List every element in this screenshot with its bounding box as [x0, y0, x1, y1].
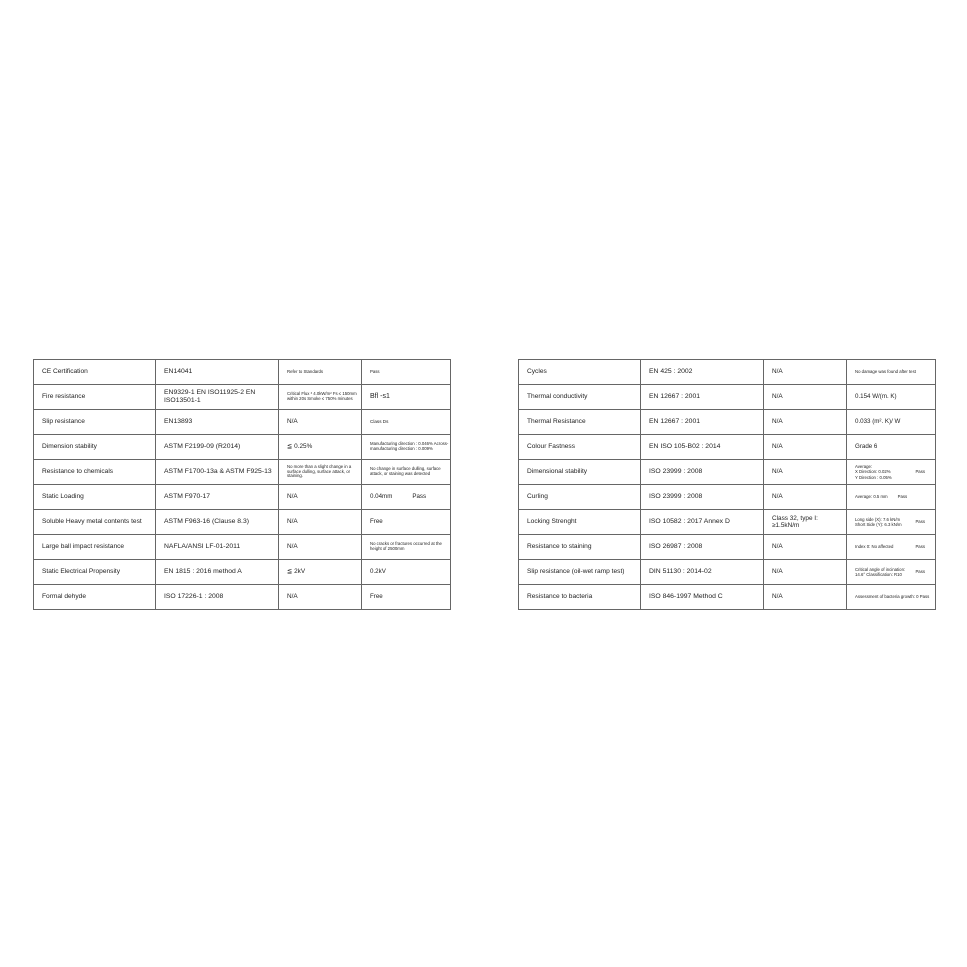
table-row	[519, 510, 936, 535]
table-row	[34, 385, 451, 410]
requirement-cell: N/A	[764, 585, 847, 610]
property-cell: Slip resistance (oil-wet ramp test)	[519, 560, 641, 585]
standard-cell: ISO 846-1997 Method C	[641, 585, 764, 610]
result-value: Average: 0.5 mm	[855, 494, 888, 500]
standard-cell: EN 12667 : 2001	[641, 385, 764, 410]
result-cell: Free	[362, 585, 451, 610]
property-cell: Static Loading	[34, 485, 156, 510]
standard-cell: ISO 17226-1 : 2008	[156, 585, 279, 610]
property-cell: Formal dehyde	[34, 585, 156, 610]
requirement-cell: N/A	[279, 585, 362, 610]
standard-cell: ISO 26987 : 2008	[641, 535, 764, 560]
requirement-cell: Refer to Standards	[279, 360, 362, 385]
requirement-cell: N/A	[279, 485, 362, 510]
spec-table-left	[33, 359, 451, 610]
standard-cell: EN 425 : 2002	[641, 360, 764, 385]
property-cell: Dimensional stability	[519, 460, 641, 485]
property-cell: Curling	[519, 485, 641, 510]
property-cell: Dimension stability	[34, 435, 156, 460]
property-cell: Soluble Heavy metal contents test	[34, 510, 156, 535]
result-cell	[847, 535, 936, 560]
table-row	[519, 460, 936, 485]
table-row	[34, 485, 451, 510]
property-cell: Colour Fastness	[519, 435, 641, 460]
result-cell: Grade 6	[847, 435, 936, 460]
result-cell: Bfl -s1	[362, 385, 451, 410]
table-row	[34, 510, 451, 535]
result-value: Average: X Direction: 0.02% Y Direction : 0.05%	[855, 464, 892, 480]
standard-cell: ASTM F1700-13a & ASTM F925-13	[156, 460, 279, 485]
requirement-cell: Critical Flux ³ 4.0kW/m² Fs ≤ 150mm within 20s Smoke ≤ 750% minutes	[279, 385, 362, 410]
standard-cell: EN13893	[156, 410, 279, 435]
result-cell: No change in surface dulling, surface attack, or staining was detected	[362, 460, 451, 485]
property-cell: CE Certification	[34, 360, 156, 385]
requirement-cell: N/A	[764, 485, 847, 510]
result-value: Long side (X): 7.6 kN/m Short Side (Y): 6.3 kN/m	[855, 516, 902, 527]
table-row	[519, 385, 936, 410]
spec-table-right	[518, 359, 936, 610]
requirement-cell: ≦ 0.25%	[279, 435, 362, 460]
result-pass: Pass	[915, 569, 925, 575]
property-cell: Fire resistance	[34, 385, 156, 410]
result-cell	[847, 485, 936, 510]
table-row	[519, 535, 936, 560]
requirement-cell: N/A	[764, 360, 847, 385]
table-row	[519, 435, 936, 460]
result-pass: Pass	[915, 544, 925, 550]
table-row	[519, 410, 936, 435]
result-cell: 0.2kV	[362, 560, 451, 585]
requirement-cell: N/A	[764, 385, 847, 410]
standard-cell: ISO 23999 : 2008	[641, 485, 764, 510]
property-cell: Resistance to chemicals	[34, 460, 156, 485]
result-value: 0.04mm	[370, 492, 393, 500]
result-cell	[362, 485, 451, 510]
requirement-cell: ≦ 2kV	[279, 560, 362, 585]
standard-cell: EN 1815 : 2016 method A	[156, 560, 279, 585]
requirement-cell: N/A	[279, 510, 362, 535]
result-cell: Manufacturing direction : 0.046% Across- manufacturing direction : 0.009%	[362, 435, 451, 460]
result-cell	[847, 560, 936, 585]
property-cell: Cycles	[519, 360, 641, 385]
result-pass: Pass	[915, 519, 925, 525]
property-cell: Thermal Resistance	[519, 410, 641, 435]
standard-cell: DIN 51130 : 2014-02	[641, 560, 764, 585]
property-cell: Resistance to staining	[519, 535, 641, 560]
standard-cell: EN 12667 : 2001	[641, 410, 764, 435]
standard-cell: EN9329-1 EN ISO11925-2 EN ISO13501-1	[156, 385, 279, 410]
standard-cell: ISO 10582 : 2017 Annex D	[641, 510, 764, 535]
result-cell: Assessment of bacteria growth: 0 Pass	[847, 585, 936, 610]
table-row	[519, 360, 936, 385]
table-row	[34, 460, 451, 485]
property-cell: Thermal conductivity	[519, 385, 641, 410]
result-cell: No cracks or fractures occurred at the height of 2500mm	[362, 535, 451, 560]
table-row	[34, 585, 451, 610]
result-cell	[847, 460, 936, 485]
requirement-cell: No more than a slight change in a surface dulling, surface attack, or staining.	[279, 460, 362, 485]
property-cell: Slip resistance	[34, 410, 156, 435]
standard-cell: ASTM F2199-09 (R2014)	[156, 435, 279, 460]
result-cell: 0.154 W/(m. K)	[847, 385, 936, 410]
property-cell: Large ball impact resistance	[34, 535, 156, 560]
property-cell: Locking Strenght	[519, 510, 641, 535]
table-row	[34, 360, 451, 385]
table-row	[34, 560, 451, 585]
result-value: Index 0: No affected	[855, 544, 894, 550]
result-cell: Class Ds	[362, 410, 451, 435]
result-cell	[847, 510, 936, 535]
table-row	[519, 560, 936, 585]
requirement-cell: N/A	[279, 410, 362, 435]
standard-cell: NAFLA/ANSI LF-01-2011	[156, 535, 279, 560]
table-row	[34, 410, 451, 435]
requirement-cell: N/A	[279, 535, 362, 560]
result-cell: Pass	[362, 360, 451, 385]
requirement-cell: N/A	[764, 560, 847, 585]
result-pass: Pass	[897, 494, 908, 500]
standard-cell: ASTM F970-17	[156, 485, 279, 510]
requirement-cell: N/A	[764, 535, 847, 560]
table-row	[519, 585, 936, 610]
table-row	[34, 535, 451, 560]
result-cell: 0.033 (m². K)/ W	[847, 410, 936, 435]
table-row	[34, 435, 451, 460]
requirement-cell: N/A	[764, 460, 847, 485]
result-cell: Free	[362, 510, 451, 535]
standard-cell: ISO 23999 : 2008	[641, 460, 764, 485]
property-cell: Static Electrical Propensity	[34, 560, 156, 585]
result-pass: Pass	[915, 469, 925, 475]
table-row	[519, 485, 936, 510]
result-cell: No damage was found after test	[847, 360, 936, 385]
requirement-cell: N/A	[764, 410, 847, 435]
property-cell: Resistance to bacteria	[519, 585, 641, 610]
result-pass: Pass	[412, 492, 427, 500]
result-value: Critical angle of incination: 14.6° Classification: R10	[855, 566, 906, 577]
standard-cell: EN14041	[156, 360, 279, 385]
requirement-cell: Class 32, type Ⅰ: ≥1.5kN/m	[764, 510, 847, 535]
requirement-cell: N/A	[764, 435, 847, 460]
standard-cell: ASTM F963-16 (Clause 8.3)	[156, 510, 279, 535]
standard-cell: EN ISO 105-B02 : 2014	[641, 435, 764, 460]
